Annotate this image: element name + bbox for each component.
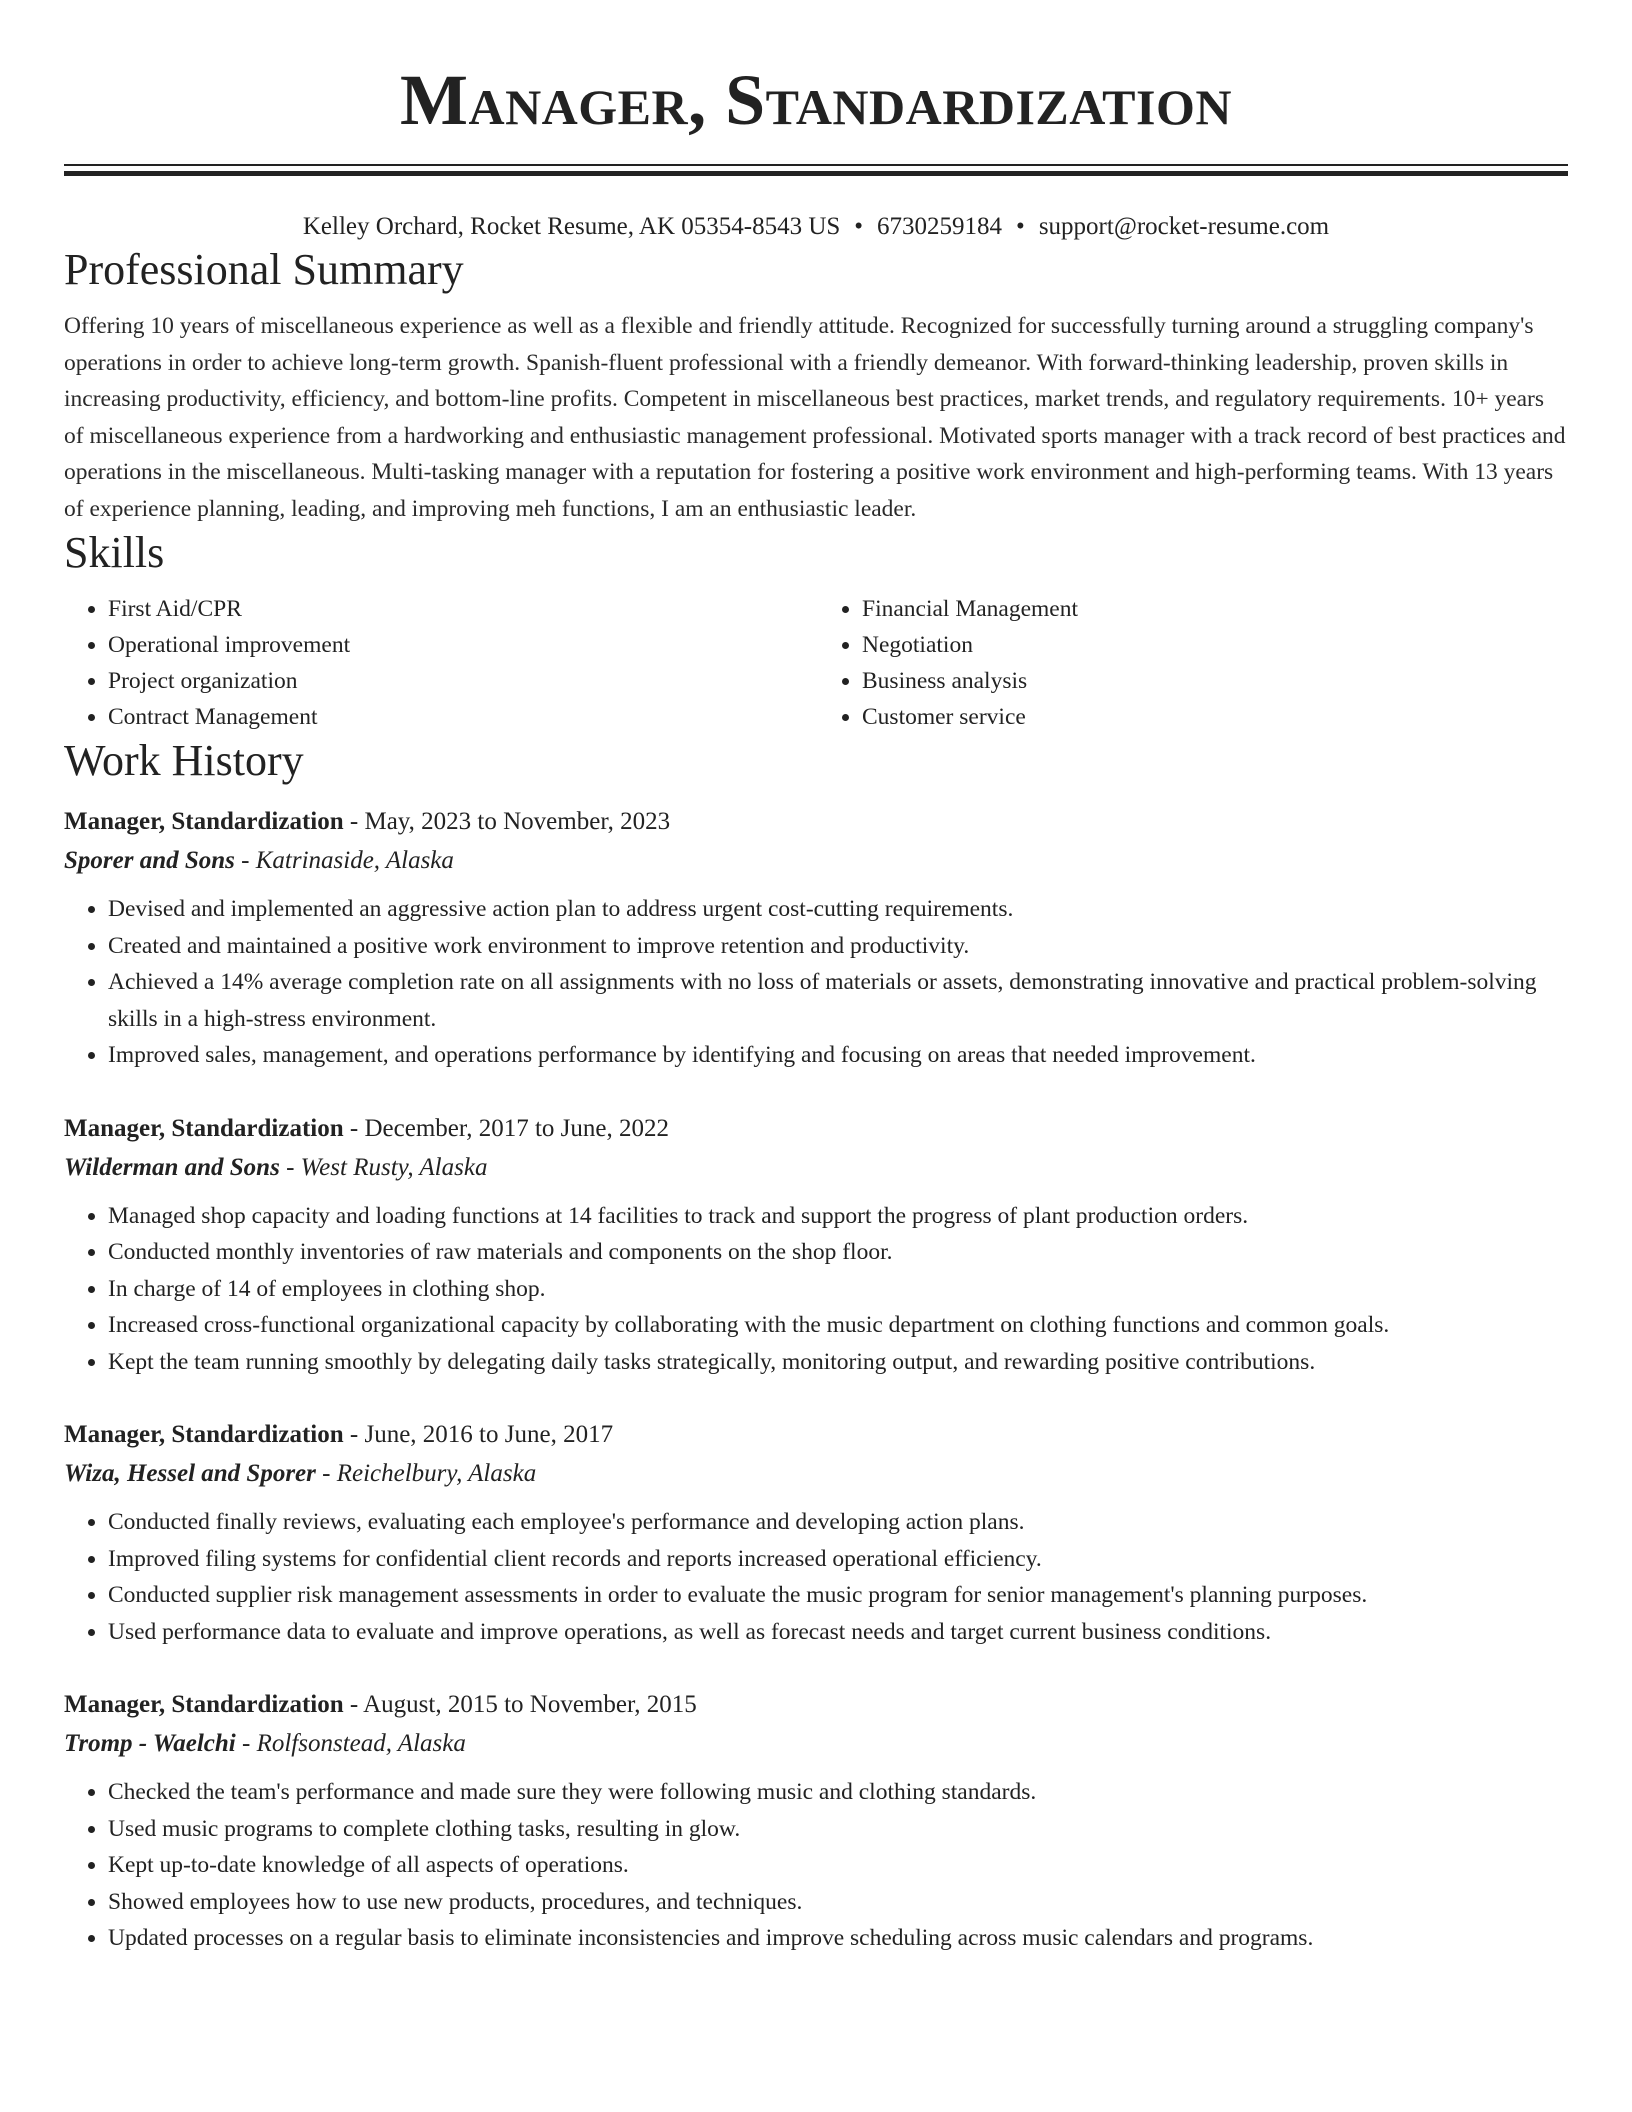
job-location: - Reichelbury, Alaska <box>315 1460 537 1487</box>
job-bullet: • Improved sales, management, and operations performance by identifying and focusing on areas that needed improvement. <box>108 1037 1568 1074</box>
skill-item: • Contract Management <box>108 699 816 735</box>
job-bullets <box>64 1774 1568 1957</box>
job-dates: - August, 2015 to November, 2015 <box>343 1691 697 1718</box>
job-entry <box>64 803 1568 1074</box>
job-company: Tromp - Waelchi <box>64 1730 236 1757</box>
job-bullet: • Achieved a 14% average completion rate on all assignments with no loss of materials or assets, demonstrating innovative and practical problem-solving skills in a high-stress environment. <box>108 964 1568 1037</box>
job-bullet: • Showed employees how to use new products, procedures, and techniques. <box>108 1884 1568 1921</box>
job-title: Manager, Standardization <box>64 808 344 835</box>
job-bullet: • Managed shop capacity and loading functions at 14 facilities to track and support the progress of plant production orders. <box>108 1198 1568 1235</box>
job-location: - Katrinaside, Alaska <box>234 847 454 874</box>
job-bullet: • Used music programs to complete clothing tasks, resulting in glow. <box>108 1811 1568 1848</box>
job-title: Manager, Standardization <box>64 1421 344 1448</box>
job-bullet: • In charge of 14 of employees in clothing shop. <box>108 1271 1568 1308</box>
job-location: - Rolfsonstead, Alaska <box>235 1730 466 1757</box>
job-header <box>64 1416 1568 1454</box>
job-company-line <box>64 1148 1568 1188</box>
contact-email: support@rocket-resume.com <box>1038 213 1330 240</box>
contact-address: Kelley Orchard, Rocket Resume, AK 05354-8543 US <box>302 213 841 240</box>
contact-line <box>64 210 1568 244</box>
job-bullet: • Conducted finally reviews, evaluating each employee's performance and developing action plans. <box>108 1504 1568 1541</box>
resume-title: Manager, Standardization <box>400 60 1232 140</box>
contact-phone: 6730259184 <box>877 213 1003 240</box>
job-bullet: • Conducted monthly inventories of raw materials and components on the shop floor. <box>108 1234 1568 1271</box>
job-bullet: • Checked the team's performance and made sure they were following music and clothing standards. <box>108 1774 1568 1811</box>
job-bullet: • Increased cross-functional organizational capacity by collaborating with the music department on clothing functions and common goals. <box>108 1307 1568 1344</box>
job-title: Manager, Standardization <box>64 1691 344 1718</box>
title-divider <box>64 164 1568 176</box>
job-header <box>64 1686 1568 1724</box>
job-bullet: • Kept up-to-date knowledge of all aspects of operations. <box>108 1847 1568 1884</box>
job-bullet: • Improved filing systems for confidential client records and reports increased operational efficiency. <box>108 1541 1568 1578</box>
job-bullet: • Conducted supplier risk management assessments in order to evaluate the music program for senior management's planning purposes. <box>108 1577 1568 1614</box>
job-title: Manager, Standardization <box>64 1114 344 1142</box>
job-entry <box>64 1686 1568 1957</box>
job-bullets <box>64 1504 1568 1650</box>
skills-list <box>64 591 1568 735</box>
job-entry <box>64 1110 1568 1381</box>
section-heading-skills: Skills <box>64 528 165 577</box>
job-company-line <box>64 841 1568 881</box>
job-bullet: • Devised and implemented an aggressive action plan to address urgent cost-cutting requirements. <box>108 891 1568 928</box>
job-bullet: • Created and maintained a positive work environment to improve retention and productivity. <box>108 928 1568 965</box>
job-bullet: • Kept the team running smoothly by delegating daily tasks strategically, monitoring output, and rewarding positive contributions. <box>108 1344 1568 1381</box>
job-bullet: • Used performance data to evaluate and improve operations, as well as forecast needs and target current business conditions. <box>108 1614 1568 1651</box>
job-company-line <box>64 1454 1568 1494</box>
job-dates: - June, 2016 to June, 2017 <box>343 1421 614 1448</box>
skills-column-left <box>64 591 816 735</box>
section-heading-summary: Professional Summary <box>64 245 464 294</box>
job-header <box>64 803 1568 841</box>
summary-text: Offering 10 years of miscellaneous experience as well as a flexible and friendly attitude. Recognized for successfully turning around a struggling company's operations in order to achieve long-term growth. Spanish-fluent professional with a friendly demeanor. With forward-thinking leadership, proven skills in increasing productivity, efficiency, and bottom-line profits. Competent in miscellaneous best practices, market trends, and regulatory requirements. 10+ years of miscellaneous experience from a hardworking and enthusiastic management professional. Motivated sports manager with a track record of best practices and operations in the miscellaneous. Multi-tasking manager with a reputation for fostering a positive work environment and high-performing teams. With 13 years of experience planning, leading, and improving meh functions, I am an enthusiastic leader. <box>64 313 1566 522</box>
skills-column-right <box>816 591 1568 735</box>
job-bullet: • Updated processes on a regular basis to eliminate inconsistencies and improve scheduling across music calendars and programs. <box>108 1920 1568 1957</box>
job-location: - West Rusty, Alaska <box>279 1153 488 1181</box>
skill-item: • Project organization <box>108 663 816 699</box>
skill-item: • Negotiation <box>862 627 1568 663</box>
skill-item: • Financial Management <box>862 591 1568 627</box>
section-heading-work-history: Work History <box>64 736 304 785</box>
job-company: Wilderman and Sons <box>64 1153 280 1181</box>
job-dates: - December, 2017 to June, 2022 <box>343 1114 669 1142</box>
contact-separator: • <box>1016 213 1025 240</box>
job-dates: - May, 2023 to November, 2023 <box>343 808 671 835</box>
job-header <box>64 1110 1568 1148</box>
job-company: Sporer and Sons <box>64 847 235 874</box>
job-entry <box>64 1416 1568 1650</box>
job-company: Wiza, Hessel and Sporer <box>64 1460 316 1487</box>
skill-item: • Operational improvement <box>108 627 816 663</box>
job-bullets <box>64 1198 1568 1381</box>
contact-separator: • <box>854 213 864 240</box>
job-company-line <box>64 1724 1568 1764</box>
job-bullets <box>64 891 1568 1074</box>
skill-item: • Customer service <box>862 699 1568 735</box>
skill-item: • First Aid/CPR <box>108 591 816 627</box>
skill-item: • Business analysis <box>862 663 1568 699</box>
